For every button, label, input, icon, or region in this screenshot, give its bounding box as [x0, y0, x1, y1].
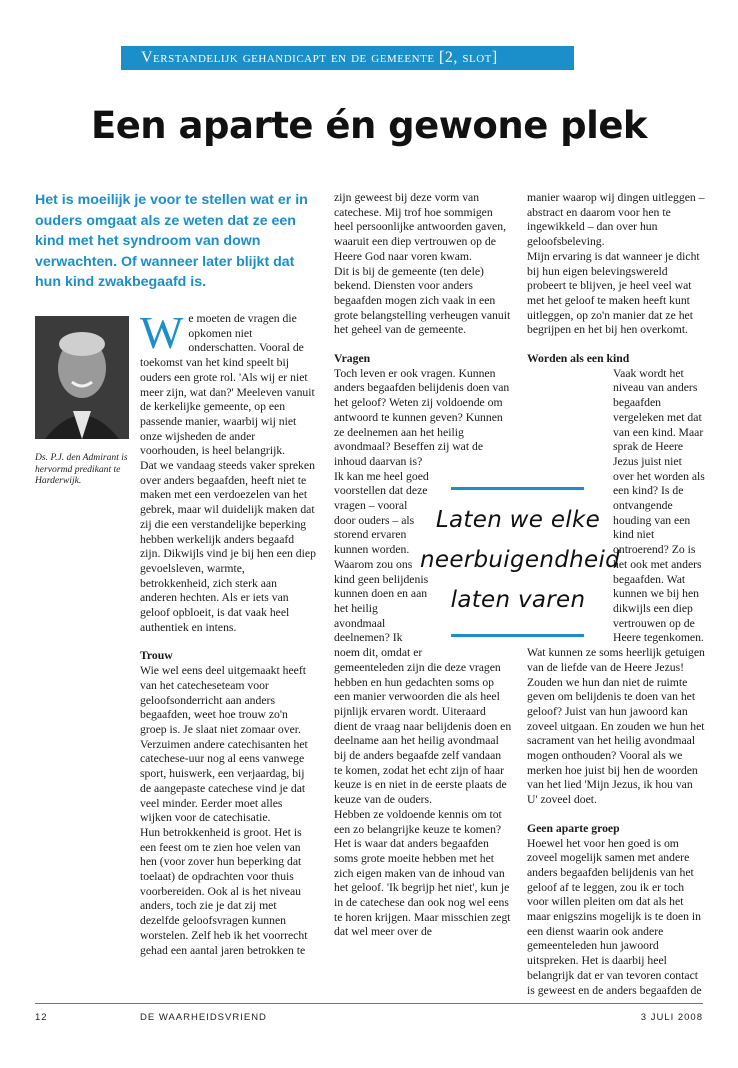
section-banner: Verstandelijk gehandicapt en de gemeente [2, slot] — [121, 46, 574, 70]
article-title: Een aparte én gewone plek — [90, 104, 648, 147]
col3-paragraph: Mijn ervaring is dat wanneer je dicht bij hun eigen belevingswereld probeert te blijven, je heel veel wat met het geloof te maken heeft kunt uitleggen, op zo'n manier dat ze het begrijpen en het bij hen overkomt. — [527, 249, 700, 337]
photo-caption: Ds. P.J. den Admirant is hervormd predikant te Harderwijk. — [35, 452, 128, 486]
portrait-image — [35, 316, 129, 439]
author-photo — [35, 316, 129, 439]
pull-quote-rule-bottom — [451, 634, 584, 637]
issue-date: 3 JULI 2008 — [640, 1012, 703, 1023]
col1-paragraph: Wie wel eens deel uitgemaakt heeft van het catecheseteam voor geloofsonderricht aan anders begaafden, weet hoe trouw zo'n groep is. Je slaat niet zomaar over. Verzuimen andere catechisanten het catechese-uur nog al eens vanwege sport, huiswerk, een verjaardag, bij de aangepaste catechese vind je dat veel minder. Eerder moet alles wijken voor de catechisatie. — [140, 664, 308, 825]
footer-rule — [35, 1003, 703, 1004]
article-lead: Het is moeilijk je voor te stellen wat er in ouders omgaat als ze weten dat ze een kind met het syndroom van down verwachten. Of wanneer later blijkt dat hun kind zwakbegaafd is. — [35, 192, 308, 290]
col1-paragraph: Hun betrokkenheid is groot. Het is een feest om te zien hoe velen van hen (voor zover hun beperking dat toelaat) de opdrachten voor thuis voorbereiden. Ook al is het niveau anders, toch zie je dat zij met dezelfde geloofsvragen kunnen worstelen. Zelf heb ik het voorrecht gehad een aantal jaren betrokken te — [140, 825, 308, 957]
column-1 — [140, 307, 316, 958]
publication-name: DE WAARHEIDSVRIEND — [140, 1012, 267, 1023]
col3-paragraph: manier waarop wij dingen uitleggen – abstract en daarom voor hen te ingewikkeld – dan over hun geloofsbeleving. — [527, 191, 705, 249]
col2-paragraph: zijn geweest bij deze vorm van catechese. Mij trof hoe sommigen heel persoonlijke antwoorden gaven, waaruit een diep vertrouwen op de Heere God naar voren kwam. — [334, 191, 507, 263]
col2-paragraph: Ik kan me heel goed voorstellen dat deze vragen – vooral door ouders – als storend ervaren kunnen worden. Waarom zou ons kind geen belijdenis kunnen doen en aan het heilig avondmaal deelnemen? Ik noem dit, omdat er gemeenteleden zijn die deze vragen hebben en hun gedachten soms op een manier verwoorden die als heel pijnlijk ervaren wordt. Uiteraard dient de vraag naar belijdenis doen en deelname aan het heilig avondmaal bij de anders begaafde zelf vandaan te komen, zodat het echt zijn of haar keuze is en niet in de eerste plaats de keuze van de ouders. — [334, 469, 512, 807]
subheading-trouw: Trouw — [140, 649, 173, 663]
col3-paragraph: Vaak wordt het niveau van anders begaafden vergeleken met dat van een kind. Maar sprak de Heere Jezus juist niet over het worden als een kind? Is de ontvangende houding van een kind niet ontroerend? Zo is het ook met anders begaafden. Wat kunnen we bij hen dikwijls een diep vertrouwen op de Heere tegenkomen. Wat kunnen ze soms heerlijk getuigen van de liefde van de Heere Jezus! Zouden we hun dan niet de ruimte geven om belijdenis te doen van het geloof? Juist van hun jawoord kan zoveel uitgaan. En zouden we hun het sacrament van het heilig avondmaal mogen onthouden? Vooral als we merken hoe juist bij hen de woorden van het lied 'Mijn Jezus, ik hou van U' zoveel doet. — [527, 366, 705, 807]
col1-intro: e moeten de vragen die opkomen niet onderschatten. Vooral de toekomst van het kind speelt bij ouders een grote rol. 'Als wij er niet meer zijn, wat dan?' Meeleven vanuit de kerkelijke gemeente, op een passende manier, waarbij wij niet onze wijsheden de ander voorhouden, is heel belangrijk. — [140, 312, 315, 458]
col3-paragraph: Hoewel het voor hen goed is om zoveel mogelijk samen met andere anders begaafden belijdenis van het geloof af te leggen, zou ik er toch voor willen pleiten om dat als het maar enigszins mogelijk is te doen in een dienst waarin ook andere gemeenteleden hun jawoord uitspreken. Het is daarbij heel belangrijk dat er van tevoren contact is geweest en de anders begaafden de — [527, 836, 702, 997]
subheading-worden-als-een-kind: Worden als een kind — [527, 352, 630, 366]
page-number: 12 — [35, 1012, 48, 1023]
col2-paragraph: Toch leven er ook vragen. Kunnen anders begaafden belijdenis doen van het geloof? Weten zij voldoende om antwoord te kunnen geven? Kunnen ze deelnemen aan het heilig avondmaal? Beseffen zij wat de inhoud daarvan is? — [334, 366, 510, 468]
subheading-geen-aparte-groep: Geen aparte groep — [527, 821, 620, 835]
subheading-vragen: Vragen — [334, 352, 371, 366]
drop-cap: W — [140, 307, 184, 358]
col1-paragraph: Dat we vandaag steeds vaker spreken over anders begaafden, heeft niet te maken met een verdoezelen van het gebrek, maar wil duidelijk maken dat zij die een verstandelijke beperking hebben werkelijk anders begaafd zijn. Dikwijls vind je bij hen een diep gevoelsleven, warmte, betrokkenheid, zich sterk aan anderen hechten. Als er iets van geloof opbloeit, is dat vaak heel authentiek en intens. — [140, 459, 316, 634]
col2-paragraph: Dit is bij de gemeente (ten dele) bekend. Diensten voor anders begaafden mogen zich vaak in een grote belangstelling verheugen vanuit het geheel van de gemeente. — [334, 264, 511, 337]
col2-paragraph: Hebben ze voldoende kennis om tot een zo belangrijke keuze te komen? Het is waar dat anders begaafden soms grote moeite hebben met het zich eigen maken van de inhoud van het geloof. 'Ik begrijp het niet', kun je in de catechese dan ook nog wel eens te horen krijgen. Maar misschien zegt dat wel meer over de — [334, 807, 511, 939]
pull-quote: Laten we elke neerbuigendheid laten varen — [420, 507, 621, 613]
pull-quote-rule-top — [451, 487, 584, 490]
